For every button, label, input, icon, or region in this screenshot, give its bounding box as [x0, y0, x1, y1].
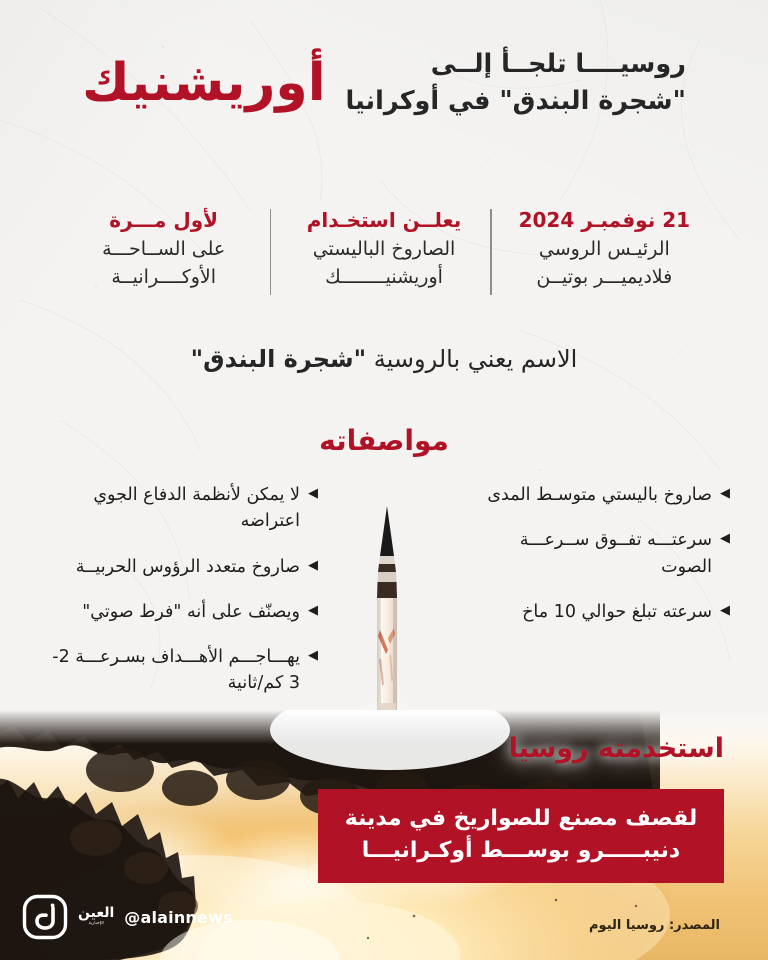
specs-title: مواصفاته: [319, 424, 449, 457]
fact-column-announcement: [280, 205, 487, 291]
spec-text: ويصنّف على أنه "فرط صوتي": [82, 601, 300, 622]
fact-body-line-1: الصاروخ الباليستي: [312, 238, 456, 260]
list-item: [36, 599, 318, 625]
fact-body-line-1: الرئيـس الروسي: [538, 238, 670, 260]
page-title: أوريشنيك: [82, 52, 326, 113]
spec-text: صاروخ باليستي متوسـط المدى: [487, 485, 712, 505]
alain-logo-icon: [22, 894, 68, 940]
fact-body-line-1: على الســاحـــة: [102, 238, 226, 260]
list-item: [468, 482, 730, 508]
fact-column-date: [501, 205, 708, 291]
fact-heading: يعلــن استخـدام: [306, 208, 462, 232]
spec-text: صاروخ متعدد الرؤوس الحربيــة: [75, 556, 300, 577]
meaning-quoted: "شجرة البندق": [190, 345, 367, 373]
banner-line-1: لقصف مصنع للصواريخ في مدينة: [344, 806, 698, 831]
headline-line-2: "شجرة البندق" في أوكرانيا: [345, 85, 686, 116]
headline-line-1: روسيــــا تلجــأ إلــى: [430, 49, 686, 79]
list-item: [468, 527, 730, 580]
logo-name: العين: [78, 905, 115, 922]
triangle-bullet-icon: ◀: [308, 557, 318, 573]
list-item: [36, 482, 318, 535]
spec-text: سرعته تبلغ حوالي 10 ماخ: [522, 601, 712, 622]
usage-heading: استخدمته روسيا: [508, 733, 724, 764]
fact-body: [288, 235, 479, 291]
fact-columns: [60, 205, 708, 291]
specs-list-left: [36, 482, 318, 716]
triangle-bullet-icon: ◀: [720, 531, 730, 547]
triangle-bullet-icon: ◀: [308, 648, 318, 663]
source-credit: المصدر: روسيا اليوم: [589, 918, 720, 933]
fact-body: [68, 235, 259, 291]
brand-logo: [22, 894, 233, 940]
list-item: [36, 554, 318, 580]
spec-text: يهـــاجـــم الأهـــداف بسـرعـــة 2- 3 كم/ثانية: [52, 647, 300, 694]
social-handle: @alainnews: [124, 907, 233, 927]
fact-column-first-time: [60, 205, 267, 291]
spec-text: سرعتـــه تفــوق ســرعـــة الصوت: [519, 530, 712, 577]
fact-body-line-2: فلاديميـــر بوتيــن: [536, 266, 673, 289]
list-item: [468, 599, 730, 625]
triangle-bullet-icon: ◀: [720, 486, 730, 501]
triangle-bullet-icon: ◀: [308, 602, 318, 618]
triangle-bullet-icon: ◀: [308, 486, 318, 501]
spec-text: لا يمكن لأنظمة الدفاع الجوي اعتراضه: [93, 485, 300, 532]
specs-list-right: [468, 482, 730, 644]
name-meaning-line: [0, 345, 768, 373]
headline-block: [346, 46, 686, 120]
logo-subtitle: الإخبارية: [88, 921, 104, 927]
meaning-prefix: الاسم يعني بالروسية: [366, 345, 578, 373]
usage-banner: [318, 789, 724, 883]
fact-body: [509, 235, 700, 291]
fact-body-line-2: أوريشنيــــــــك: [325, 266, 443, 289]
fact-body-line-2: الأوكــــرانيــة: [111, 266, 217, 289]
triangle-bullet-icon: ◀: [720, 602, 730, 618]
logo-wordmark: [78, 906, 114, 927]
list-item: [36, 644, 318, 697]
fact-heading: لأول مـــرة: [109, 208, 219, 232]
header: [0, 46, 768, 120]
banner-line-2: دنيبـــــرو بوســـط أوكـرانيـــا: [361, 837, 681, 863]
fact-heading: 21 نوفمبـر 2024: [518, 208, 691, 232]
